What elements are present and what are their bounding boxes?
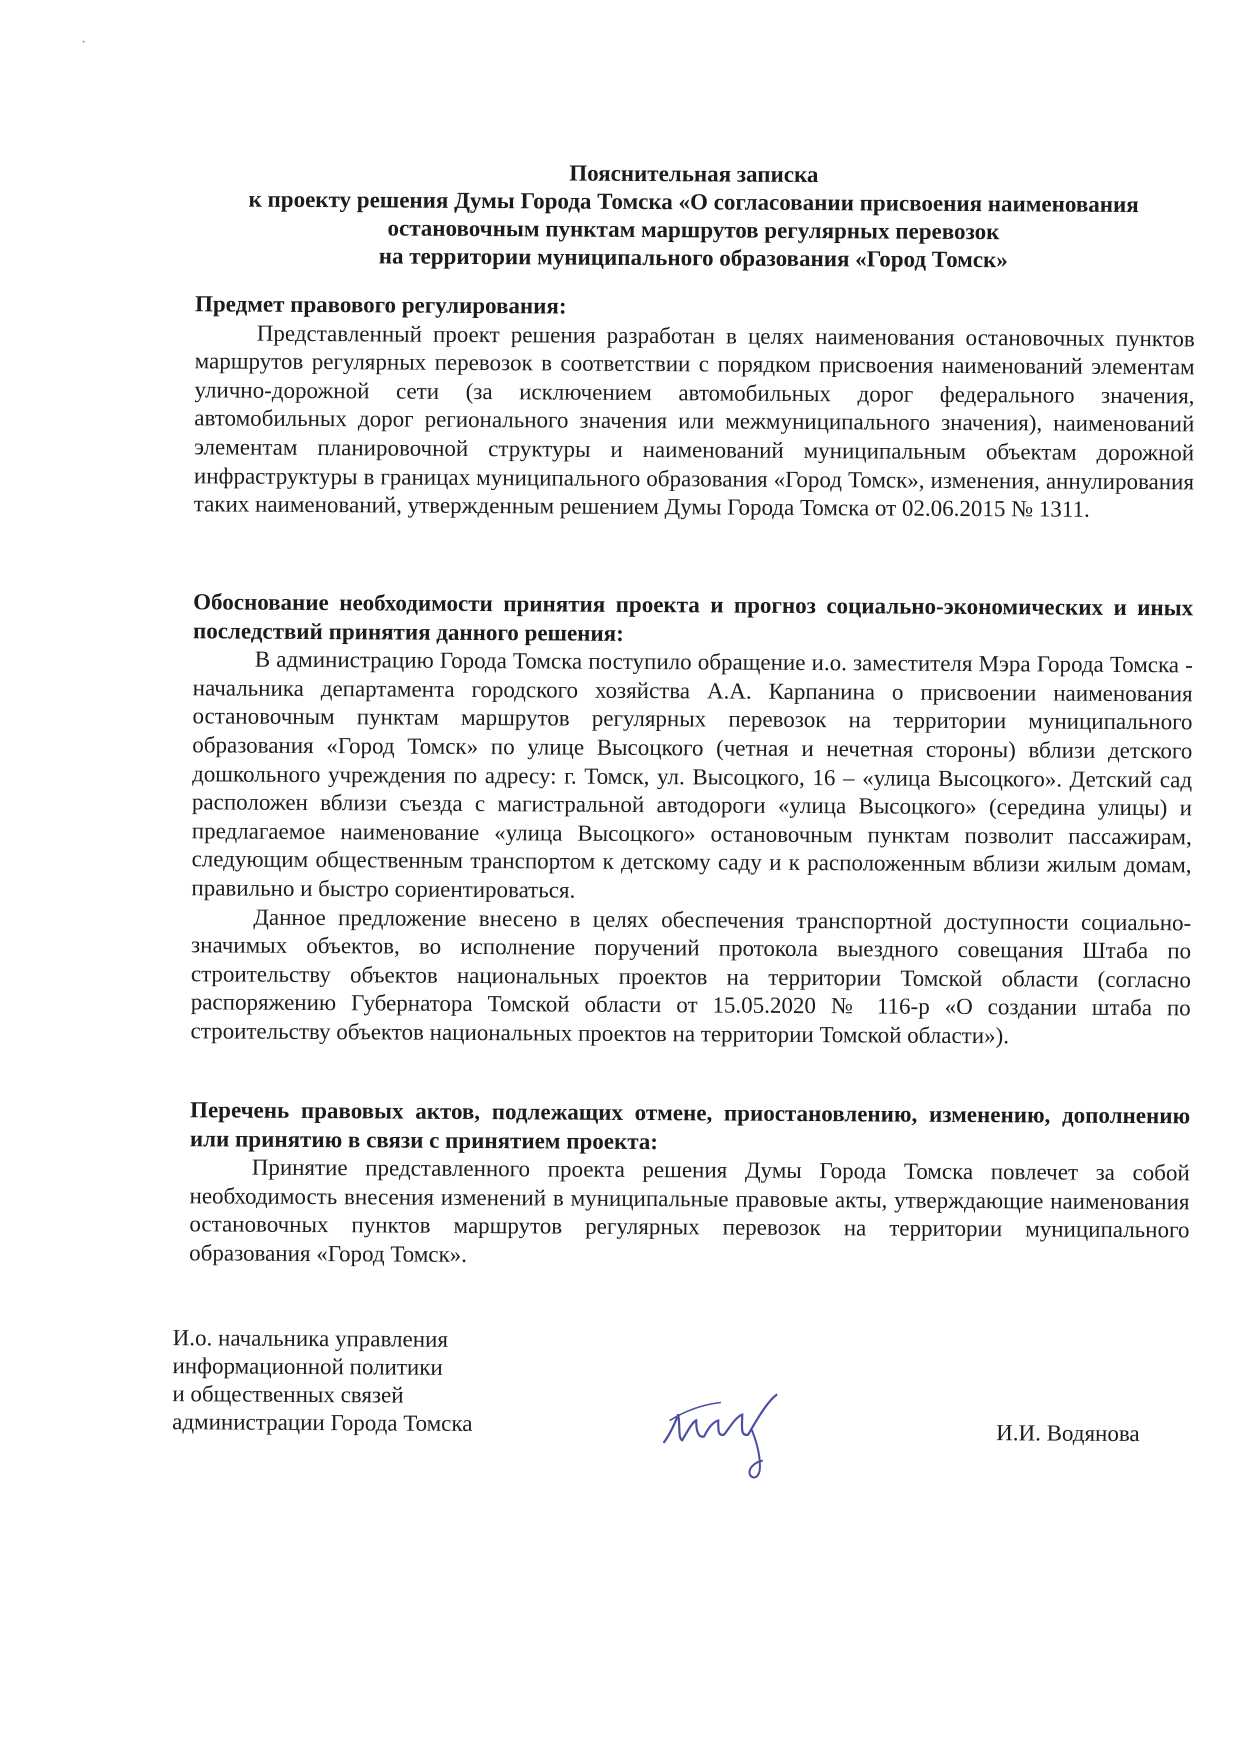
section-paragraph: Принятие представленного проекта решения Думы Города Томска повлечет за собой необходимость внесения изменений в муниципальные правовые акты, утверждающие наименования остановочных пунктов маршрутов регулярных перевозок на территории муниципального образования «Город Томск». [189,1154,1190,1267]
title-line: на территории муниципального образования «Город Томск» [378,243,1008,273]
title-line: Пояснительная записка [569,160,819,188]
signatory-position-line: И.о. начальника управления [172,1325,449,1352]
section-heading: Предмет правового регулирования: [194,291,567,319]
section-subject-of-regulation [194,290,1195,525]
section-paragraph: Данное предложение внесено в целях обеспечения транспортной доступности социально-значимых объектов, во исполнение поручений протокола выездного совещания Штаба по строительству объектов национальных проектов на территории Томской области (согласно распоряжению Губернатора Томской области от 15.05.2020 № 116-р «О создании штаба по строительству объектов национальных проектов на территории Томской области»). [190,904,1192,1049]
handwritten-signature [656,1380,807,1491]
section-heading: Перечень правовых актов, подлежащих отмене, приостановлению, изменению, дополнению или принятию в связи с принятием проекта: [189,1097,1191,1154]
section-justification [190,588,1193,1052]
signature-stroke [664,1394,776,1443]
section-legal-acts-list [189,1096,1190,1274]
section-paragraph: В администрацию Города Томска поступило обращение и.о. заместителя Мэра Города Томска - начальника департамента городского хозяйства А.А. Карпанина о присвоении наименования остановочным пунктам маршрутов регулярных перевозок на территории муниципального образования «Город Томск» по улице Высоцкого (четная и нечетная стороны) вблизи детского дошкольного учреждения по адресу: г. Томск, ул. Высоцкого, 16 – «улица Высоцкого». Детский сад расположен вблизи съезда с магистральной автодороги «улица Высоцкого» (середина улицы) и предлагаемое наименование «улица Высоцкого» остановочным пунктам позволит пассажирам, следующим общественным транспортом к детскому саду и к расположенным вблизи жилым домам, правильно и быстро сориентироваться. [191,646,1193,903]
title-line: остановочным пунктам маршрутов регулярных перевозок [387,215,1000,245]
signatory-position [172,1324,473,1438]
section-paragraph: Представленный проект решения разработан в целях наименования остановочных пунктов маршрутов регулярных перевозок в соответствии с порядком присвоения наименований элементам улично-дорожной сети (за исключением автомобильных дорог федерального значения, автомобильных дорог регионального значения или межмуниципального значения), наименований элементам планировочной структуры и наименований муниципальным объектам дорожной инфраструктуры в границах муниципального образования «Город Томск», изменения, аннулирования таких наименований, утвержденным решением Думы Города Томска от 02.06.2015 № 1311. [193,320,1195,522]
signatory-position-line: и общественных связей [172,1381,404,1408]
signatory-name: И.И. Водянова [996,1420,1140,1447]
signature-stroke [749,1431,762,1478]
document-title [193,157,1194,275]
scan-speck [83,41,85,43]
signatory-position-line: информационной политики [172,1353,443,1380]
signatory-position-line: администрации Города Томска [172,1409,473,1436]
title-line: к проекту решения Думы Города Томска «О согласовании присвоения наименования [248,186,1139,218]
section-heading: Обоснование необходимости принятия проекта и прогноз социально-экономических и иных последствий принятия данного решения: [192,589,1194,646]
